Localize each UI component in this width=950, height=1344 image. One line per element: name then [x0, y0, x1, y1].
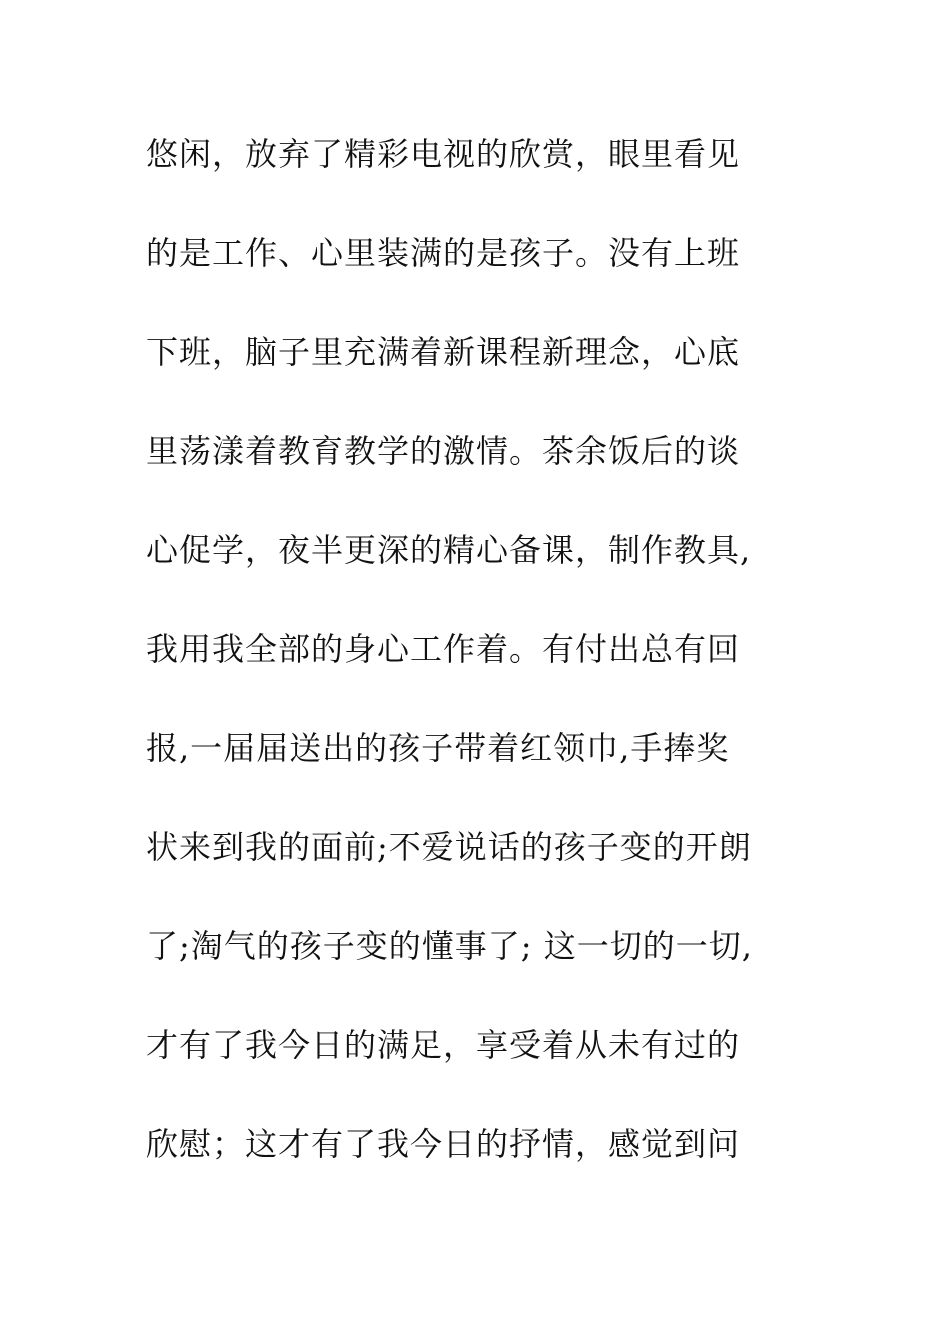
text-line-1: 悠闲，放弃了精彩电视的欣赏，眼里看见	[146, 135, 741, 173]
text-line-11: 欣慰；这才有了我今日的抒情，感觉到问	[146, 1125, 741, 1163]
text-line-8: 状来到我的面前;不爱说话的孩子变的开朗	[146, 828, 752, 866]
text-line-3: 下班，脑子里充满着新课程新理念，心底	[146, 333, 741, 371]
text-line-5: 心促学，夜半更深的精心备课，制作教具,	[146, 531, 752, 569]
text-line-7: 报,一届届送出的孩子带着红领巾,手捧奖	[146, 729, 730, 767]
text-line-10: 才有了我今日的满足，享受着从未有过的	[146, 1026, 741, 1064]
text-line-9: 了;淘气的孩子变的懂事了; 这一切的一切,	[146, 927, 753, 965]
text-line-2: 的是工作、心里装满的是孩子。没有上班	[146, 234, 741, 272]
body-text	[146, 126, 846, 1215]
text-line-6: 我用我全部的身心工作着。有付出总有回	[146, 630, 741, 668]
text-line-4: 里荡漾着教育教学的激情。茶余饭后的谈	[146, 432, 741, 470]
